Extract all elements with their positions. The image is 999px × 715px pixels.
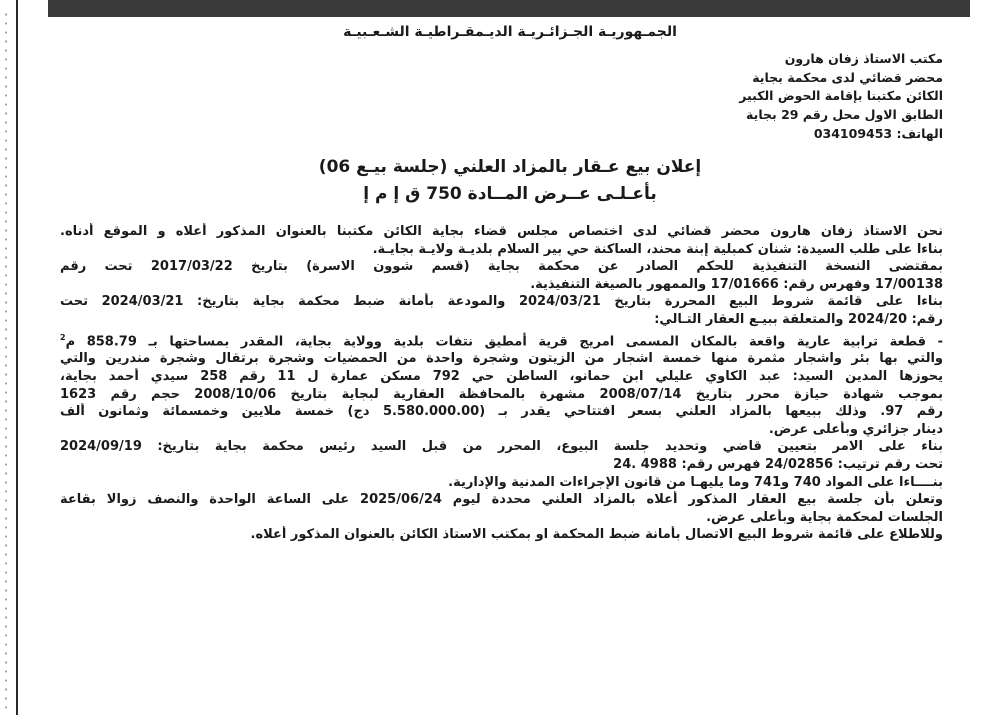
body-line: 17/00138 وفهرس رقم: 17/01666 والممهور بالصيغة التنفيذية. [530,276,943,292]
body-line: يحوزها المدين السيد: عبد الكاوي عليلي ابن حمانو، الساطن حي 792 مسكن عمارة ل 11 رقم 258 سيدي أحمد بجاية، [60,369,943,385]
scan-top-bar [48,0,970,17]
body-line: الجلسات لمحكمة بجاية وبأعلى عرض. [706,509,943,525]
body-line: نحن الاستاذ زفان هارون محضر قضائي لدى اختصاص مجلس قضاء بجاية الكائن مكتبنا بالعنوان المذكور أعلاه و الموقع أدناه. [60,224,943,239]
body-line: بناءا على قائمة شروط البيع المحررة بتاريخ 2024/03/21 والمودعة بأمانة ضبط محكمة بجاية بتاريخ: 2024/03/21 تحت [60,294,943,310]
announcement-subtitle: بأعـلـى عــرض المــادة 750 ق إ م إ [363,184,657,204]
announcement-body [60,223,943,544]
office-name: مكتب الاستاذ زفان هارون [784,51,943,66]
office-info-block [623,50,943,144]
body-line: والتي بها بئر واشجار مثمرة منها خمسة اشجار من الزيتون وشجرة واحدة من الحمضيات وشجرة برتقال وشجرة مندرين والتي [60,351,943,367]
body-line: تحت رقم ترتيب: 24/02856 فهرس رقم: 4988 .24 [613,457,943,473]
body-line: بناءا على طلب السيدة: شنان كمبلية إبنة محند، الساكنة حي بير السلام بلديـة ولايـة بجايـة. [372,241,943,257]
body-line: رقم 97. وذلك ببيعها بالمزاد العلني بسعر افتتاحي يقدر بـ (5.580.000.00 دج) خمسة ملايين وخمسمائة وثمانون ألف [60,404,943,420]
body-line: دينار جزائري وبأعلى عرض. [768,421,943,437]
phone-label: الهاتف: [896,125,943,141]
phone-number: 034109453 [813,125,893,141]
office-address: الكائن مكتبنا بإقامة الحوض الكبير [739,88,943,104]
body-line: بموجب شهادة حيازة محرر بتاريخ 2008/07/14 مشهرة بالمحافظة العقارية لبجاية بتاريخ 2008/10/06 حجم رقم 1623 [60,386,943,402]
body-line: وللاطلاع على قائمة شروط البيع الاتصال بأمانة ضبط المحكمة او بمكتب الاستاذ الكائن بالعنوان المذكور أعلاه. [250,527,943,543]
office-floor: الطابق الاول محل رقم 29 بجاية [746,107,943,123]
body-line: بناء على الامر بتعيين قاضي وتحديد جلسة البيوع، المحرر من قبل السيد رئيس محكمة بجاية بتاريخ: 2024/09/19 [60,439,943,455]
office-title: محضر قضائي لدى محكمة بجاية [752,69,943,85]
office-phone-row [623,125,943,144]
scan-left-border [16,0,18,715]
body-line: بنــــاءا على المواد 740 و741 وما يليهـا من قانون الإجراءات المدنية والإدارية. [448,474,943,490]
announcement-title: إعلان بيع عـقار بالمزاد العلني (جلسة بيـع 06) [318,157,702,177]
square-superscript: 2 [60,332,66,342]
body-line-text: - قطعة ترابية عارية واقعة بالمكان المسمى امريج قرية أمطيق نتفات بلدية وولاية بجاية، المقدر بمساحتها بـ 858.79 م [65,333,943,349]
scan-edge-dots [3,10,9,710]
body-line [60,329,943,351]
body-line: بمقتضى النسخة التنفيذية للحكم الصادر عن محكمة بجاية (قسم شوون الاسرة) بتاريخ 2017/03/22 تحت رقم [60,259,943,275]
republic-heading: الجمـهوريـة الجـزائـريـة الديـمقـراطيـة الشـعـبيـة [343,24,677,40]
body-line: وتعلن بأن جلسة بيع العقار المذكور أعلاه بالمزاد العلني محددة ليوم 2025/06/24 على الساعة الواحدة والنصف زوالا بقاعة [60,492,943,508]
body-line: رقم: 2024/20 والمتعلقة ببيـع العقار التـالي: [654,311,943,327]
